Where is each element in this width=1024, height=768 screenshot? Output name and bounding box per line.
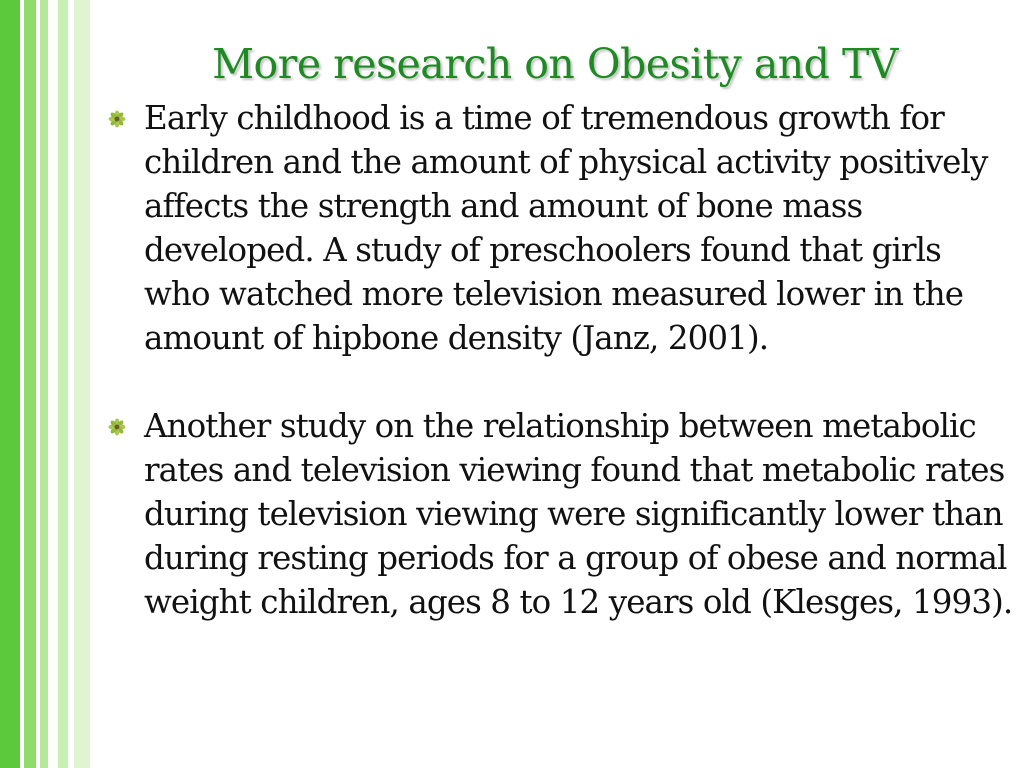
decorative-stripes (0, 0, 96, 768)
bullet-text: Early childhood is a time of tremendous growth for children and the amount of physical activity positively affects the strength and amount of bone mass developed. A study of preschoolers found that girls who watched more television measured lower in the amount of hipbone density (Janz, 2001). (144, 99, 988, 357)
stripe (0, 0, 20, 768)
bullet-list (108, 96, 1014, 668)
stripe (58, 0, 68, 768)
leaf-bullet-icon (108, 110, 126, 128)
stripe (40, 0, 48, 768)
bullet-text: Another study on the relationship between metabolic rates and television viewing found that metabolic rates during television viewing were significantly lower than during resting periods for a group of obese and normal weight children, ages 8 to 12 years old (Klesges, 1993). (144, 407, 1013, 621)
slide-title: More research on Obesity and TV (212, 40, 898, 88)
bullet-item (108, 404, 1014, 624)
leaf-bullet-icon (108, 418, 126, 436)
stripe (74, 0, 90, 768)
stripe (48, 0, 58, 768)
stripe (24, 0, 36, 768)
bullet-item (108, 96, 1014, 360)
